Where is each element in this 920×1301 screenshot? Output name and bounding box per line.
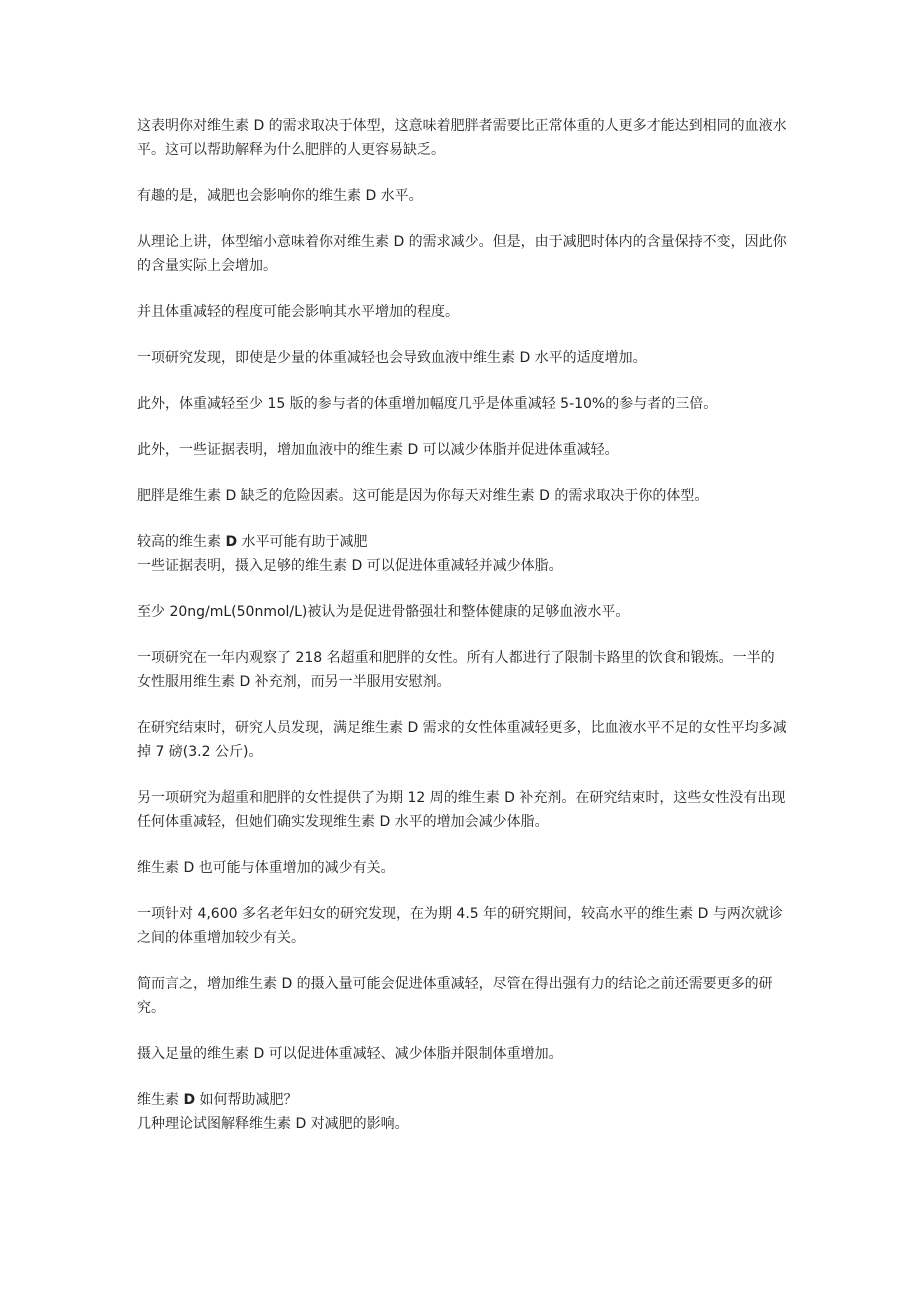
section-heading — [137, 530, 787, 554]
section-first-line: 几种理论试图解释维生素 D 对减肥的影响。 — [137, 1116, 409, 1132]
heading-suffix: 水平可能有助于减肥 — [237, 534, 368, 550]
section-first-line: 一些证据表明，摄入足够的维生素 D 可以促进体重减轻并减少体脂。 — [137, 558, 563, 574]
paragraph: 一项研究在一年内观察了 218 名超重和肥胖的女性。所有人都进行了限制卡路里的饮食和锻炼。一半的女性服用维生素 D 补充剂，而另一半服用安慰剂。 — [137, 650, 775, 690]
document-body — [137, 114, 787, 1158]
heading-suffix: 如何帮助减肥？ — [195, 1092, 298, 1108]
paragraph: 在研究结束时，研究人员发现，满足维生素 D 需求的女性体重减轻更多，比血液水平不足的女性平均多减掉 7 磅(3.2 公斤)。 — [137, 720, 787, 760]
paragraph: 维生素 D 也可能与体重增加的减少有关。 — [137, 860, 395, 876]
heading-prefix: 较高的维生素 — [137, 534, 226, 550]
paragraph: 从理论上讲，体型缩小意味着你对维生素 D 的需求减少。但是，由于减肥时体内的含量保持不变，因此你的含量实际上会增加。 — [137, 234, 787, 274]
paragraph: 此外，一些证据表明，增加血液中的维生素 D 可以减少体脂并促进体重减轻。 — [137, 442, 619, 458]
heading-bold: D — [225, 534, 238, 550]
heading-prefix: 维生素 — [137, 1092, 184, 1108]
paragraph: 肥胖是维生素 D 缺乏的危险因素。这可能是因为你每天对维生素 D 的需求取决于你的体型。 — [137, 488, 709, 504]
section-how-vitamin-d-helps — [137, 1088, 787, 1136]
paragraph: 一项研究发现，即使是少量的体重减轻也会导致血液中维生素 D 水平的适度增加。 — [137, 350, 647, 366]
paragraph: 摄入足量的维生素 D 可以促进体重减轻、减少体脂并限制体重增加。 — [137, 1046, 563, 1062]
paragraph: 一项针对 4,600 多名老年妇女的研究发现，在为期 4.5 年的研究期间，较高水平的维生素 D 与两次就诊之间的体重增加较少有关。 — [137, 906, 783, 946]
heading-bold: D — [183, 1092, 196, 1108]
section-higher-vitamin-d — [137, 530, 787, 578]
paragraph: 简而言之，增加维生素 D 的摄入量可能会促进体重减轻，尽管在得出强有力的结论之前还需要更多的研究。 — [137, 976, 773, 1016]
paragraph: 至少 20ng/mL(50nmol/L)被认为是促进骨骼强壮和整体健康的足够血液水平。 — [137, 604, 630, 620]
paragraph: 有趣的是，减肥也会影响你的维生素 D 水平。 — [137, 188, 423, 204]
paragraph: 另一项研究为超重和肥胖的女性提供了为期 12 周的维生素 D 补充剂。在研究结束时，这些女性没有出现任何体重减轻，但她们确实发现维生素 D 水平的增加会减少体脂。 — [137, 790, 786, 830]
paragraph: 此外，体重减轻至少 15 版的参与者的体重增加幅度几乎是体重减轻 5-10%的参与者的三倍。 — [137, 396, 718, 412]
paragraph: 这表明你对维生素 D 的需求取决于体型，这意味着肥胖者需要比正常体重的人更多才能达到相同的血液水平。这可以帮助解释为什么肥胖的人更容易缺乏。 — [137, 118, 787, 158]
paragraph: 并且体重减轻的程度可能会影响其水平增加的程度。 — [137, 304, 459, 320]
section-heading — [137, 1088, 787, 1112]
